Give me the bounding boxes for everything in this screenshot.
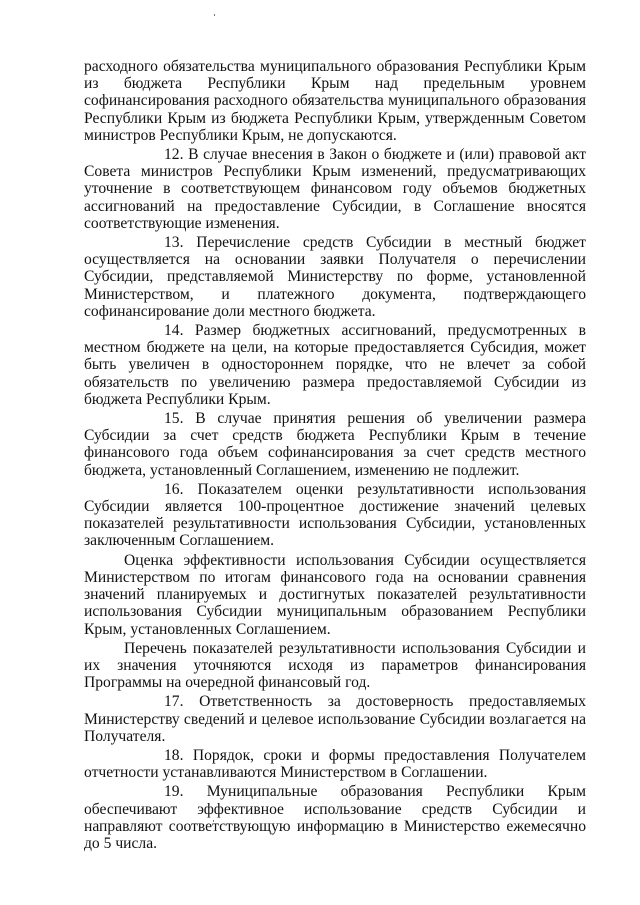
paragraph-number: 14.	[164, 322, 184, 340]
paragraph-text: В случае внесения в Закон о бюджете и (или) правовой акт Совета министров Республики Крым изменений, предусматривающих уточнение в соответствующем финансовом году объемов бюджетных ассигнований на предоставление Субсидии, в Соглашение вносятся соответствующие изменения.	[84, 146, 587, 232]
paragraph-12	[84, 146, 586, 232]
paragraph-number: 19.	[164, 783, 184, 801]
paragraph-number: 12.	[164, 146, 184, 164]
paragraph-text: Ответственность за достоверность предоставляемых Министерству сведений и целевое использование Субсидии возлагается на Получателя.	[84, 693, 586, 745]
paragraph-number: 13.	[164, 234, 184, 252]
paragraph-text: В случае принятия решения об увеличении размера Субсидии за счет средств бюджета Республики Крым в течение финансового года объем софинансирования за счет средств местного бюджета, установленный Соглашением, изменению не подлежит.	[84, 410, 586, 479]
paragraph-17	[84, 693, 586, 745]
paragraph-continuation	[84, 58, 586, 144]
paragraph-text: расходного обязательства муниципального образования Республики Крым из бюджета Республики Крым над предельным уровнем софинансирования расходного обязательства муниципального образования Республики Крым из бюджета Республики Крым, утвержденным Советом министров Республики Крым, не допускаются.	[84, 58, 586, 144]
paragraph-text: Порядок, сроки и формы предоставления Получателем отчетности устанавливаются Министерством в Соглашении.	[84, 746, 586, 782]
paragraph-text: Размер бюджетных ассигнований, предусмотренных в местном бюджете на цели, на которые предоставляется Субсидия, может быть увеличен в одностороннем порядке, что не влечет за собой обязательств по увеличению размера предоставляемой Субсидии из бюджета Республики Крым.	[84, 322, 586, 408]
paragraph-19	[84, 783, 586, 852]
paragraph-13	[84, 234, 586, 320]
paragraph-text: Муниципальные образования Республики Крым обеспечивают эффективное использование средств Субсидии и направляют соответствующую информацию в Министерство ежемесячно до 5 числа.	[84, 783, 586, 852]
paragraph-18	[84, 747, 586, 781]
paragraph-text: Перечень показателей результативности использования Субсидии и их значения уточняются исходя из параметров финансирования Программы на очередной финансовый год.	[84, 639, 586, 692]
paragraph-number: 15.	[164, 410, 184, 428]
paragraph-number: 16.	[164, 480, 184, 498]
document-body	[84, 58, 586, 854]
paragraph-text: Показателем оценки результативности использования Субсидии является 100-процентное достижение значений целевых показателей результативности использования Субсидии, установленных заключенным Соглашением.	[84, 480, 586, 550]
paragraph-text: Перечисление средств Субсидии в местный бюджет осуществляется на основании заявки Получателя о перечислении Субсидии, представляемой Министерству по форме, установленной Министерством, и платежного документа, подтверждающего софинансирование доли местного бюджета.	[84, 234, 586, 320]
paragraph-16	[84, 481, 586, 550]
paragraph-number: 18.	[164, 746, 184, 764]
paragraph-16-evaluation	[84, 552, 586, 638]
scan-speck	[214, 14, 215, 16]
paragraph-16-indicators	[84, 640, 586, 692]
paragraph-15	[84, 410, 586, 479]
paragraph-text: Оценка эффективности использования Субсидии осуществляется Министерством по итогам финансового года на основании сравнения значений планируемых и достигнутых показателей результативности использования Субсидии муниципальным образованием Республики Крым, установленных Соглашением.	[84, 551, 586, 638]
paragraph-14	[84, 322, 586, 408]
paragraph-number: 17.	[164, 693, 184, 711]
